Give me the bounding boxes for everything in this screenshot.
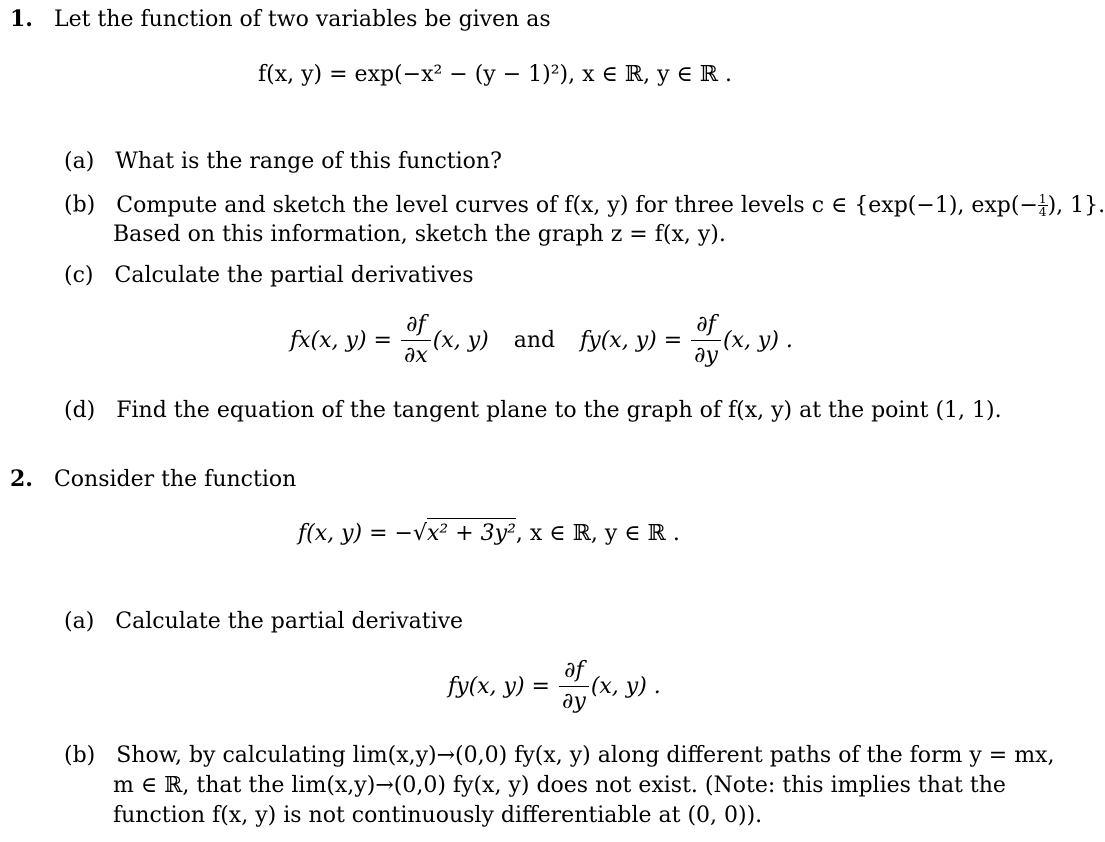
part-text: What is the range of this function? xyxy=(115,149,502,174)
fx-lhs: fx(x, y) = xyxy=(290,327,392,353)
problem-1-part-d xyxy=(64,400,1002,422)
df-dy-fraction xyxy=(691,312,721,370)
part-text-line1 xyxy=(116,193,1105,218)
part-text-before: Compute and sketch the level curves of f(x, y) for three levels c ∈ {exp(−1), exp(− xyxy=(116,192,1038,218)
problem-2-number: 2. xyxy=(10,466,33,492)
fy-args: (x, y) . xyxy=(722,327,793,353)
problem-2-part-b-line3: function f(x, y) is not continuously differentiable at (0, 0)). xyxy=(113,803,763,828)
fy-args: (x, y) . xyxy=(590,673,661,699)
and-word: and xyxy=(513,327,556,353)
part-label: (d) xyxy=(64,398,96,423)
problem-1-part-a xyxy=(64,151,502,173)
problem-2-heading xyxy=(10,468,296,491)
fx-args: (x, y) xyxy=(432,327,489,353)
sqrt-radicand: x² + 3y² xyxy=(427,518,516,546)
problem-2-intro: Consider the function xyxy=(53,467,297,492)
definition-lhs: f(x, y) = − xyxy=(298,521,413,546)
problem-2-part-b xyxy=(64,745,1054,767)
part-label: (b) xyxy=(64,192,96,218)
denominator: ∂y xyxy=(562,689,586,715)
numerator: ∂f xyxy=(401,312,431,341)
fy-lhs: fy(x, y) = xyxy=(448,673,550,699)
denominator: ∂x xyxy=(403,343,428,369)
problem-2-partial-formula xyxy=(448,658,661,716)
fy-lhs: fy(x, y) = xyxy=(580,327,683,353)
problem-1-part-b xyxy=(64,193,1105,218)
definition-rhs: , x ∈ ℝ, y ∈ ℝ . xyxy=(515,521,680,546)
part-text-after: ), 1}. xyxy=(1047,192,1105,218)
df-dy-fraction xyxy=(559,658,589,716)
fraction-numerator: 1 xyxy=(1038,192,1047,206)
part-text-line1: Show, by calculating lim(x,y)→(0,0) fy(x, y) along different paths of the form y = mx, xyxy=(116,743,1055,768)
part-label: (a) xyxy=(64,149,95,174)
denominator: ∂y xyxy=(694,343,718,369)
numerator: ∂f xyxy=(691,312,721,341)
part-text: Calculate the partial derivatives xyxy=(114,263,474,288)
problem-1-number: 1. xyxy=(10,6,33,32)
problem-1-intro: Let the function of two variables be given as xyxy=(53,7,551,32)
problem-1-part-c xyxy=(64,265,474,287)
part-label: (b) xyxy=(64,743,96,768)
part-label: (c) xyxy=(64,263,94,288)
problem-1-heading xyxy=(10,8,551,31)
part-text: Calculate the partial derivative xyxy=(115,609,464,634)
problem-1-definition: f(x, y) = exp(−x² − (y − 1)²), x ∈ ℝ, y ∈ ℝ . xyxy=(258,62,733,87)
fraction-denominator: 4 xyxy=(1038,205,1047,219)
problem-2-part-b-line2: m ∈ ℝ, that the lim(x,y)→(0,0) fy(x, y) does not exist. (Note: this implies that the xyxy=(113,773,1006,798)
sqrt-sign: √ xyxy=(412,521,428,546)
part-text: Find the equation of the tangent plane to the graph of f(x, y) at the point (1, 1). xyxy=(116,398,1002,423)
part-label: (a) xyxy=(64,609,95,634)
problem-1-part-b-line2: Based on this information, sketch the graph z = f(x, y). xyxy=(113,222,726,247)
problem-2-part-a xyxy=(64,611,463,633)
problem-1-partials-formula xyxy=(290,312,793,370)
numerator: ∂f xyxy=(559,658,589,687)
problem-2-definition xyxy=(298,523,680,545)
df-dx-fraction xyxy=(401,312,431,370)
quarter-fraction xyxy=(1038,193,1048,218)
